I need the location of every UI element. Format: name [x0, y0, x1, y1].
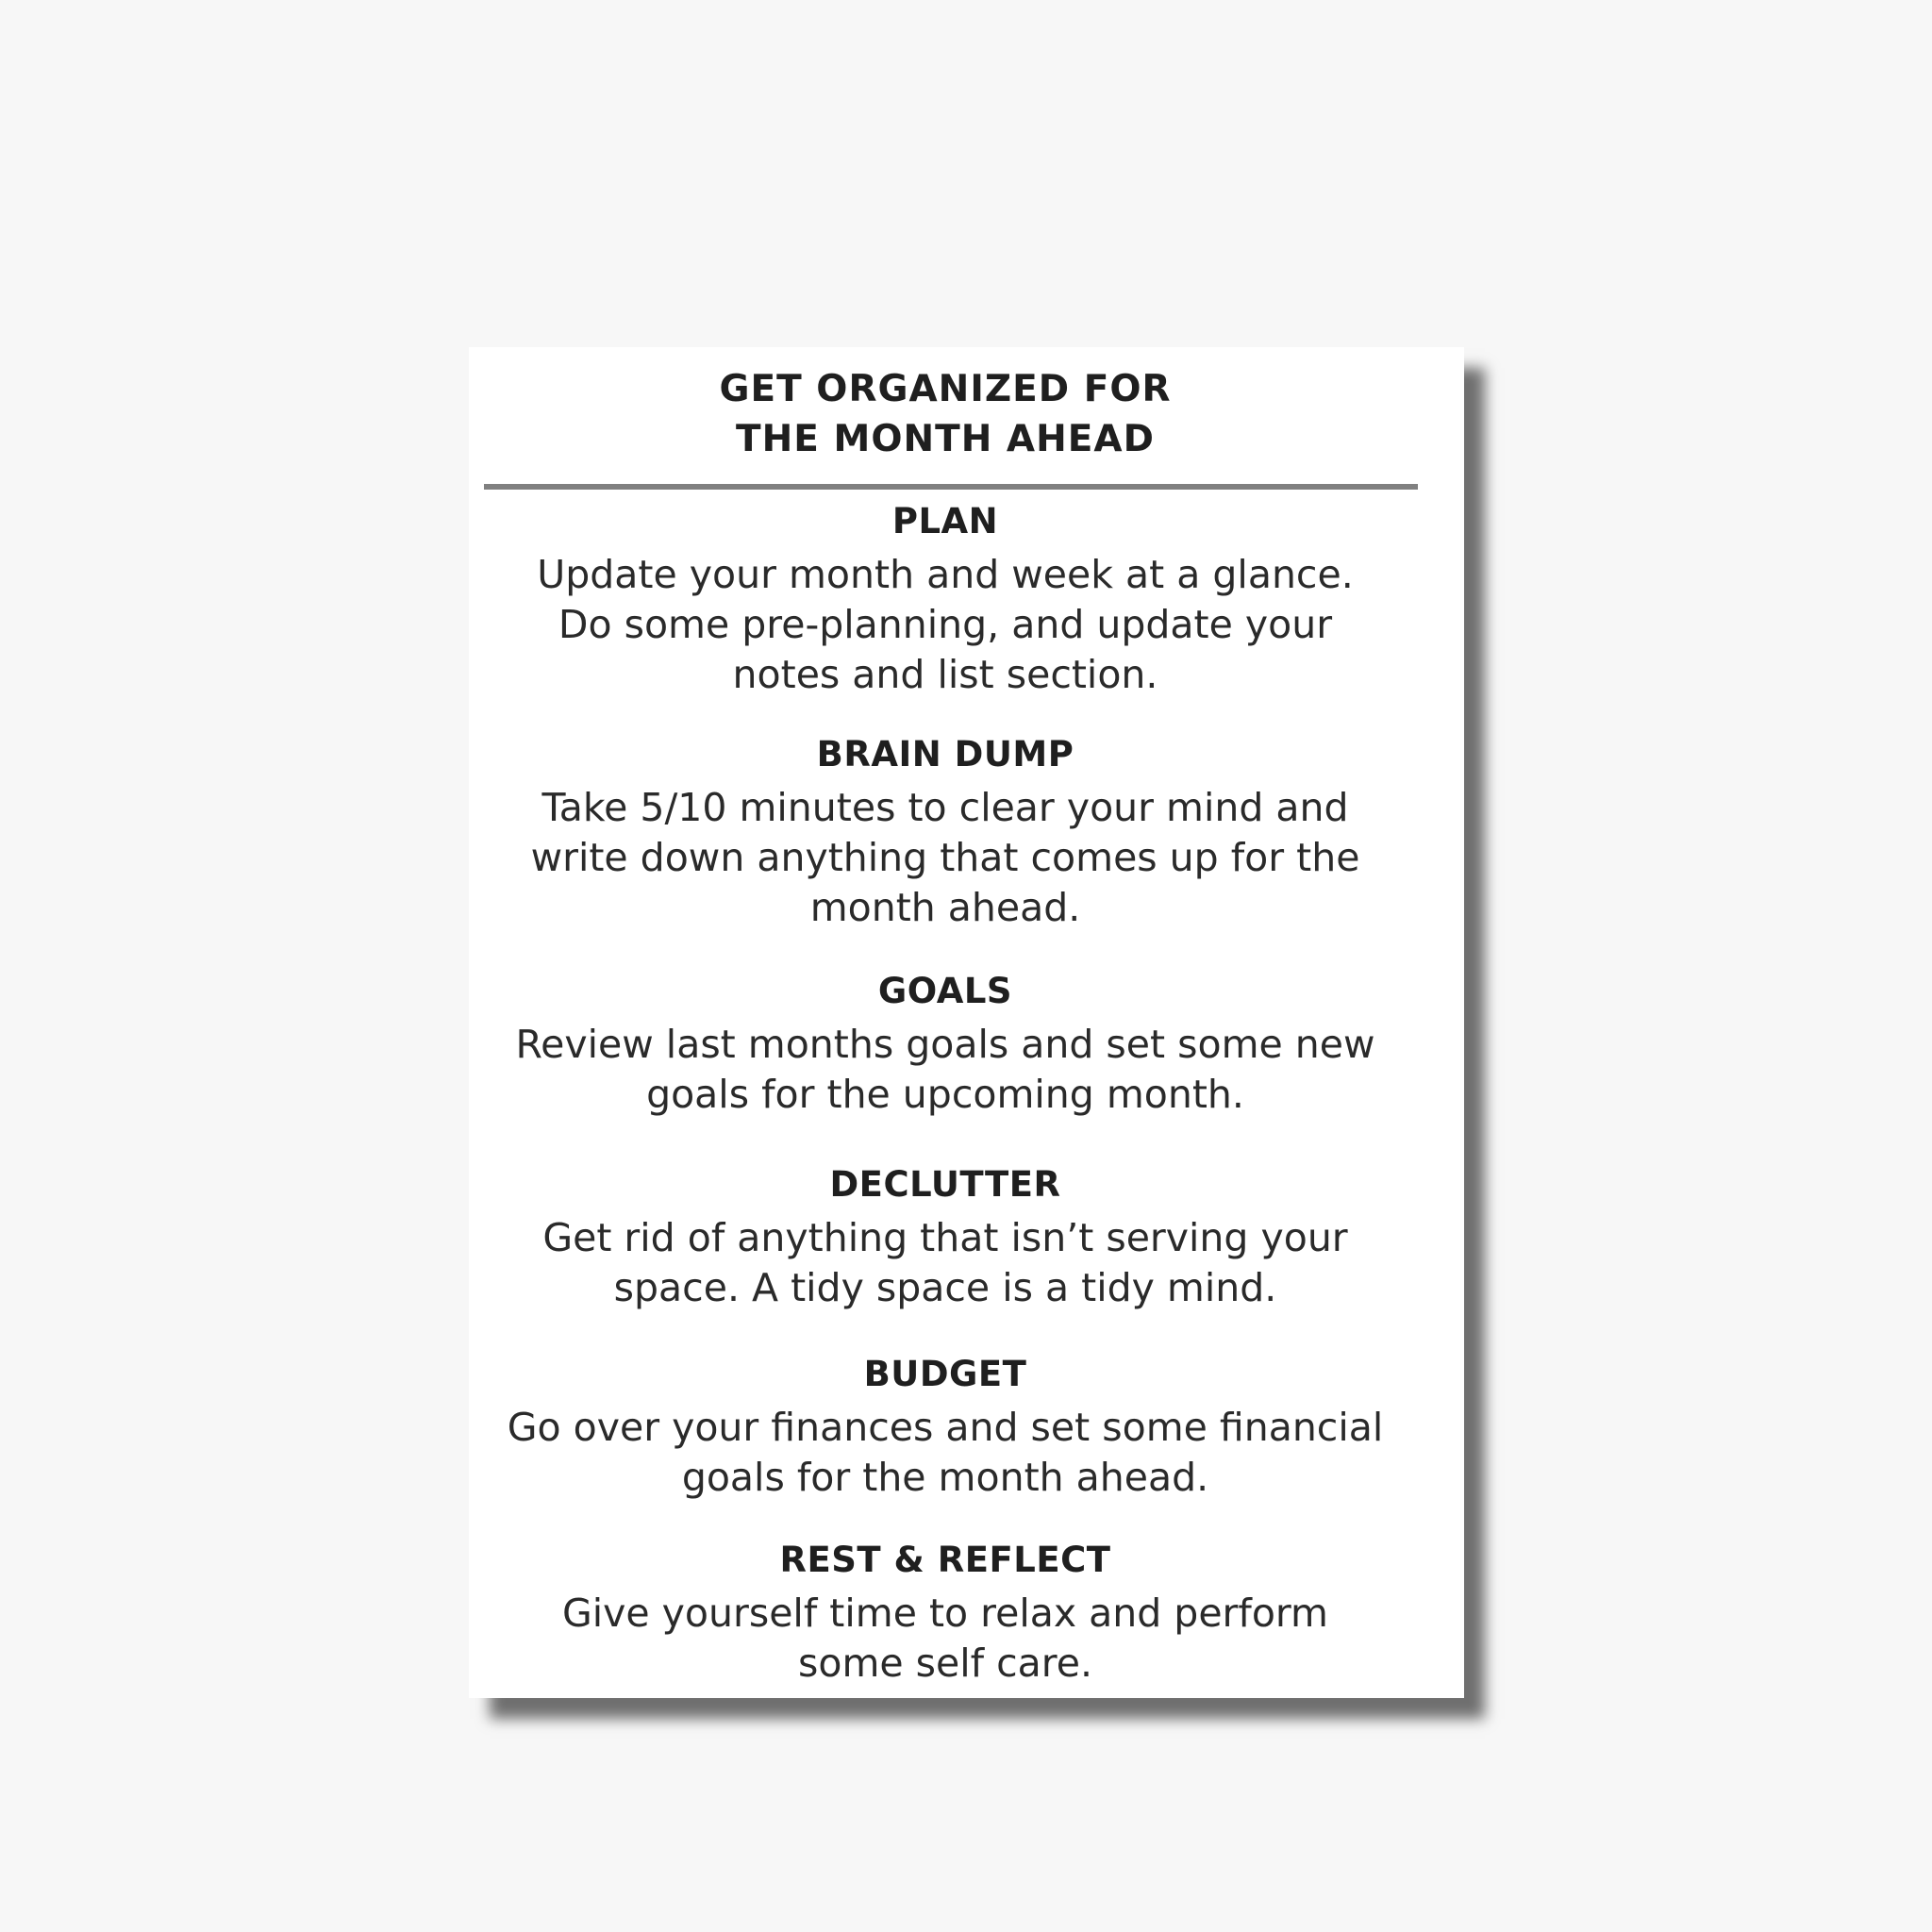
section-body: Take 5/10 minutes to clear your mind and write down anything that comes up for the month ahead. [530, 785, 1360, 930]
section-body: Review last months goals and set some new goals for the upcoming month. [515, 1022, 1375, 1117]
section-heading: GOALS [877, 971, 1013, 1011]
section-heading: REST & REFLECT [779, 1540, 1111, 1580]
card-title [469, 364, 1422, 464]
section-body: Go over your finances and set some financial goals for the month ahead. [507, 1405, 1384, 1500]
section-heading: PLAN [891, 501, 999, 541]
section-goals [469, 969, 1422, 1120]
section-body: Update your month and week at a glance. Do some pre-planning, and update your notes and list section. [537, 552, 1354, 697]
section-budget [469, 1352, 1422, 1503]
section-heading: BUDGET [863, 1354, 1027, 1394]
section-heading: DECLUTTER [829, 1164, 1061, 1205]
section-body: Get rid of anything that isn’t serving your space. A tidy space is a tidy mind. [542, 1215, 1348, 1310]
section-brain-dump [469, 732, 1422, 933]
planner-card [469, 347, 1464, 1698]
section-heading: BRAIN DUMP [816, 734, 1074, 774]
section-plan [469, 499, 1422, 700]
title-divider [484, 484, 1418, 490]
card-title-line-1: GET ORGANIZED FOR [719, 368, 1172, 410]
section-body: Give yourself time to relax and perform some self care. [561, 1591, 1329, 1686]
card-title-line-2: THE MONTH AHEAD [736, 418, 1155, 460]
section-declutter [469, 1162, 1422, 1313]
section-rest-and-reflect [469, 1538, 1422, 1689]
